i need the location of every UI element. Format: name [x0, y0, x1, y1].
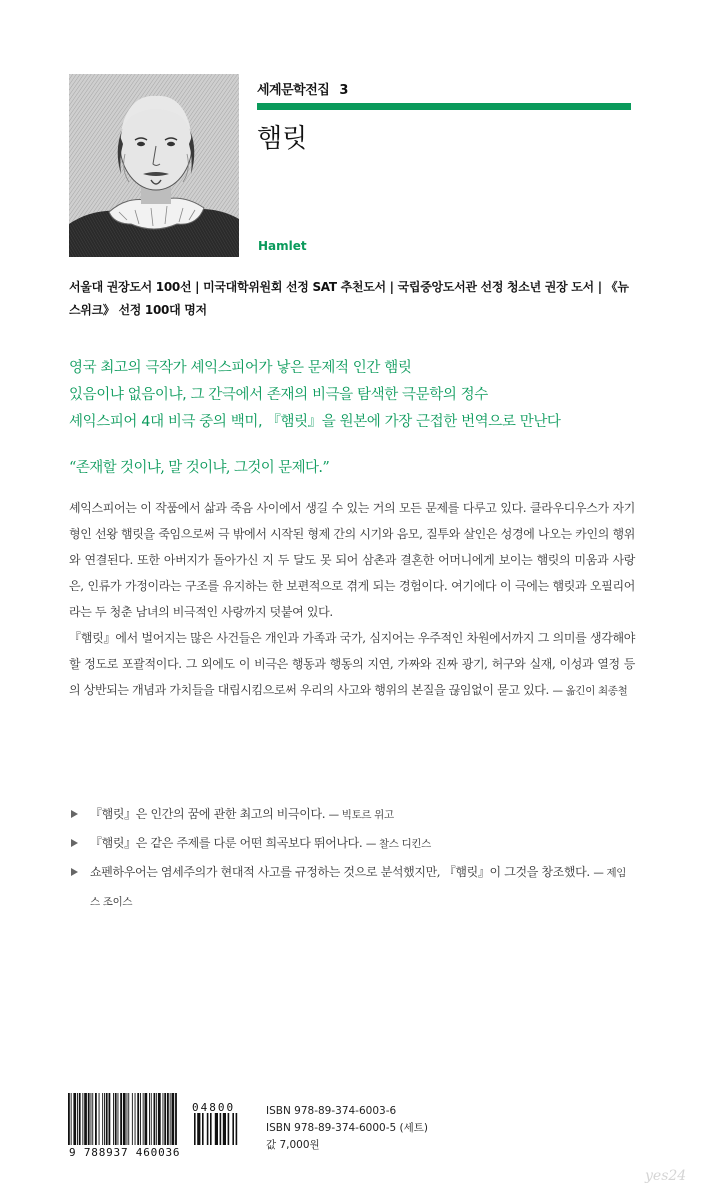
highlight-line: 있음이냐 없음이냐, 그 간극에서 존재의 비극을 탐색한 극문학의 정수 — [69, 387, 488, 403]
review-credit: — 빅토르 위고 — [328, 809, 394, 821]
barcode-bar — [77, 1093, 78, 1145]
barcode-bar — [120, 1093, 122, 1145]
barcode-addon-bar — [210, 1113, 212, 1145]
barcode-bar — [151, 1093, 152, 1145]
review-text: 『햄릿』은 같은 주제를 다룬 어떤 희곡보다 뛰어나다. — [90, 836, 363, 850]
barcode-bar — [79, 1093, 81, 1145]
barcode-bar — [95, 1093, 97, 1145]
barcode-bar — [84, 1093, 87, 1145]
highlight-line: 셰익스피어 4대 비극 중의 백미, 『햄릿』을 원본에 가장 근접한 번역으로 만난다 — [69, 414, 561, 430]
review-text: 쇼펜하우어는 염세주의가 현대적 사고를 규정하는 것으로 분석했지만, 『햄릿』이 그것을 창조했다. — [90, 865, 590, 879]
barcode-bar — [172, 1093, 175, 1145]
awards-list: 서울대 권장도서 100선 | 미국대학위원회 선정 SAT 추천도서 | 국립중앙도서관 선정 청소년 권장 도서 | 《뉴스위크》 선정 100대 명저 — [69, 280, 629, 317]
barcode-bar — [164, 1093, 166, 1145]
series-number: 3 — [339, 83, 348, 98]
barcode-bar — [145, 1093, 148, 1145]
barcode-bar — [175, 1093, 177, 1145]
barcode-bar — [163, 1093, 164, 1145]
synopsis-paragraph — [69, 625, 635, 704]
highlight-lines — [69, 355, 649, 436]
isbn-line: ISBN 978-89-374-6003-6 — [266, 1105, 397, 1117]
review-list — [69, 800, 635, 916]
synopsis-paragraph: 셰익스피어는 이 작품에서 삶과 죽음 사이에서 생길 수 있는 거의 모든 문제를 다루고 있다. 클라우디우스가 자기 형인 선왕 햄릿을 죽임으로써 극 밖에서 시작된 형제 간의 시기와 음모, 질투와 살인은 성경에 나오는 카인의 행위와 연결된다. 또한 아버지가 돌아가신 지 두 달도 못 되어 삼촌과 결혼한 어머니에게 보이는 햄릿의 미움과 사랑은, 인류가 가정이라는 구조를 유지하는 한 보편적으로 겪게 되는 경험이다. 여기에다 이 극에는 햄릿과 오필리어라는 두 청춘 남녀의 비극적인 사랑까지 덧붙여 있다. — [69, 501, 635, 619]
barcode-bar — [106, 1093, 108, 1145]
series-label — [257, 79, 348, 98]
barcode-bar — [88, 1093, 90, 1145]
price-code: 04800 — [192, 1101, 236, 1114]
barcode-bar — [99, 1093, 100, 1145]
barcode-bar — [140, 1093, 141, 1145]
barcode-addon-bar — [207, 1113, 209, 1145]
barcode-addon-bar — [228, 1113, 230, 1145]
triangle-bullet-icon — [71, 868, 78, 876]
barcode-bar — [167, 1093, 169, 1145]
translator-credit: — 옮긴이 최종철 — [552, 685, 628, 697]
barcode-addon-bar — [220, 1113, 222, 1145]
review-text: 『햄릿』은 인간의 꿈에 관한 최고의 비극이다. — [90, 807, 326, 821]
author-portrait — [69, 74, 239, 257]
barcode-bar — [158, 1093, 161, 1145]
synopsis — [69, 495, 635, 704]
barcode-bar — [170, 1093, 171, 1145]
barcode-bar — [143, 1093, 144, 1145]
barcode-addon-bar — [236, 1113, 238, 1145]
barcode-addon-bar — [232, 1113, 234, 1145]
barcode-bar — [137, 1093, 139, 1145]
barcode-bar — [135, 1093, 136, 1145]
isbn-set-line: ISBN 978-89-374-6000-5 (세트) — [266, 1122, 428, 1134]
barcode-bar — [156, 1093, 157, 1145]
barcode-bar — [91, 1093, 92, 1145]
accent-divider — [257, 103, 631, 110]
watermark-logo: yes24 — [645, 1168, 687, 1184]
barcode-bar — [115, 1093, 117, 1145]
barcode-addon-bar — [223, 1113, 226, 1145]
barcode-addon-bar — [215, 1113, 218, 1145]
barcode-bar — [104, 1093, 105, 1145]
barcode-bar — [102, 1093, 103, 1145]
barcode-bar — [128, 1093, 129, 1145]
barcode-bar — [118, 1093, 119, 1145]
barcode-bar — [71, 1093, 72, 1145]
barcode-bar — [127, 1093, 128, 1145]
review-item — [69, 829, 635, 858]
barcode-bar — [92, 1093, 93, 1145]
barcode-bar — [73, 1093, 76, 1145]
synopsis-paragraph-text: 『햄릿』에서 벌어지는 많은 사건들은 개인과 가족과 국가, 심지어는 우주적인 차원에서까지 그 의미를 생각해야 할 정도로 포괄적이다. 그 외에도 이 비극은 행동과 행동의 지연, 가짜와 진짜 광기, 허구와 실재, 이성과 열정 등의 상반되는 개념과 가치들을 대립시킴으로써 우리의 사고와 행위의 본질을 끊임없이 묻고 있다. — [69, 631, 635, 697]
series-name: 세계문학전집 — [257, 83, 330, 98]
book-title-korean: 햄릿 — [257, 124, 308, 154]
barcode-bar — [82, 1093, 83, 1145]
barcode-bar — [109, 1093, 111, 1145]
barcode-digits: 9 788937 460036 — [69, 1146, 181, 1159]
barcode-addon-bar — [197, 1113, 200, 1145]
barcode-bar — [149, 1093, 150, 1145]
review-credit: — 제임스 조이스 — [90, 867, 627, 908]
famous-quote: “존재할 것이냐, 말 것이냐, 그것이 문제다.” — [69, 460, 330, 476]
barcode-bar — [68, 1093, 70, 1145]
highlight-line: 영국 최고의 극작가 셰익스피어가 낳은 문제적 인간 햄릿 — [69, 360, 412, 376]
price-label: 값 7,000원 — [266, 1139, 320, 1151]
barcode-bar — [132, 1093, 133, 1145]
triangle-bullet-icon — [71, 839, 78, 847]
barcode-bar — [113, 1093, 114, 1145]
review-item — [69, 800, 635, 829]
barcode-bar — [154, 1093, 156, 1145]
book-title-english: Hamlet — [258, 239, 307, 253]
shakespeare-portrait-icon — [69, 74, 239, 257]
review-credit: — 찰스 디킨스 — [365, 838, 431, 850]
barcode-addon-bar — [202, 1113, 204, 1145]
review-item — [69, 858, 635, 916]
isbn-info — [266, 1103, 428, 1154]
barcode-addon-bar — [194, 1113, 196, 1145]
barcode-bar — [123, 1093, 126, 1145]
triangle-bullet-icon — [71, 810, 78, 818]
